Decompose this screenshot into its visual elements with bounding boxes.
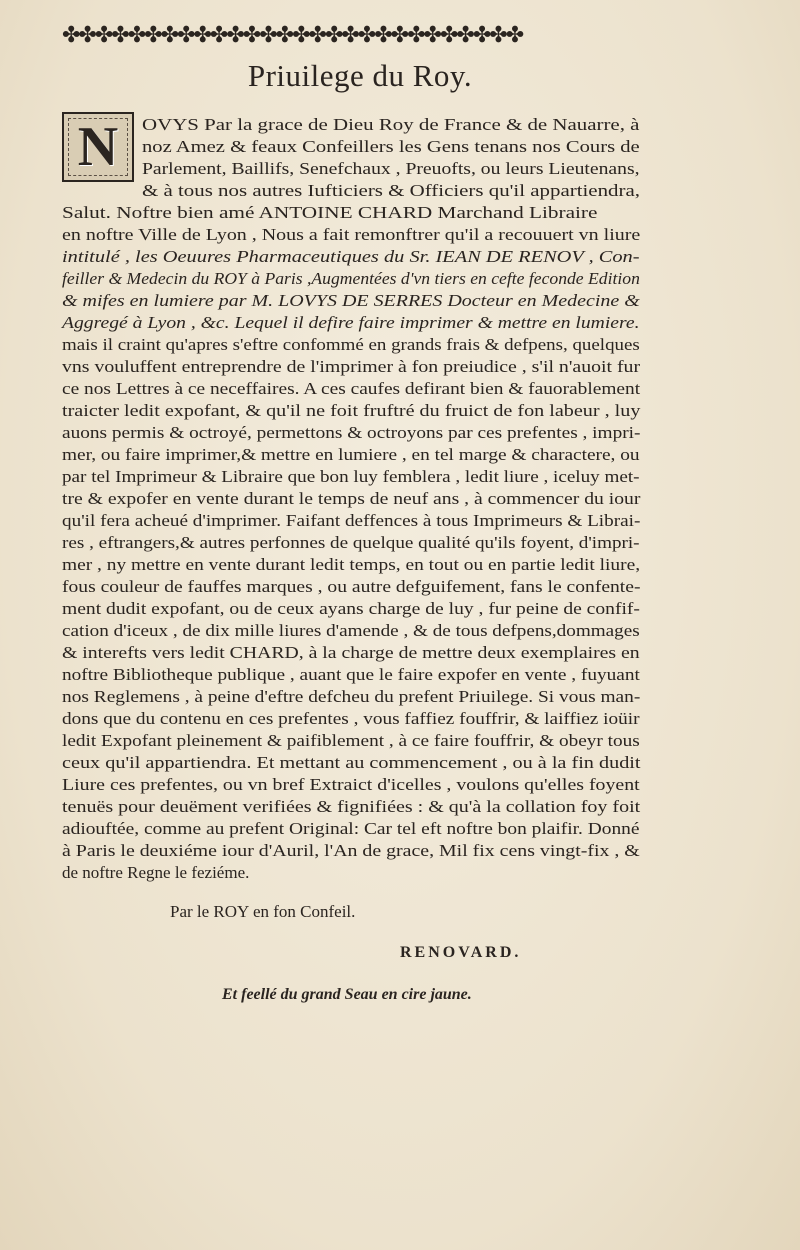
text-line: ce nos Lettres à ce neceffaires. A ces caufes defirant bien & fauorablement	[62, 379, 641, 398]
text-line: auons permis & octroyé, permettons & octroyons par ces prefentes , impri-	[62, 423, 641, 442]
text-line: dons que du contenu en ces prefentes , vous faffiez fouffrir, & laiffiez ioüir	[62, 709, 640, 728]
seal-line: Et feellé du grand Seau en cire jaune.	[222, 986, 472, 1003]
text-line: fous couleur de fauffes marques , ou autre defguifement, fans le confente-	[62, 577, 641, 596]
text-line: à Paris le deuxiéme iour d'Auril, l'An de grace, Mil fix cens vingt-fix , &	[62, 841, 640, 860]
text-line: ment dudit expofant, ou de ceux ayans charge de luy , fur peine de confif-	[62, 599, 640, 618]
text-line: mer , ny mettre en vente durant ledit temps, en tout ou en partie ledit liure,	[62, 555, 641, 574]
text-line: de noftre Regne le feziéme.	[62, 863, 250, 882]
text-line: ledit Expofant pleinement & paifiblement , à ce faire fouffrir, & obeyr tous	[62, 731, 640, 750]
text-line: mais il craint qu'apres s'eftre confommé en grands frais & defpens, quelques	[62, 335, 640, 354]
text-line: Liure ces prefentes, ou vn bref Extraict d'icelles , voulons qu'elles foyent	[62, 775, 640, 794]
signature-line: Par le ROY en fon Confeil.	[170, 902, 356, 921]
text-line: noz Amez & feaux Confeillers les Gens tenans nos Cours de	[142, 137, 640, 156]
text-line: vns vouluffent entreprendre de l'imprimer à fon preiudice , s'il n'auoit fur	[62, 357, 641, 376]
ornament-border: ✤✤✤✤✤✤✤✤✤✤✤✤✤✤✤✤✤✤✤✤✤✤✤✤✤✤✤✤	[62, 22, 523, 47]
page-title: Priuilege du Roy.	[247, 58, 473, 93]
text-line: cation d'iceux , de dix mille liures d'amende , & de tous defpens,dommages	[62, 621, 640, 640]
text-line: en noftre Ville de Lyon , Nous a fait remonftrer qu'il a recouuert vn liure	[62, 225, 641, 244]
text-line: & mifes en lumiere par M. LOVYS DE SERRES Docteur en Medecine &	[62, 291, 640, 310]
text-line: nos Reglemens , à peine d'eftre defcheu du prefent Priuilege. Si vous man-	[62, 687, 641, 706]
text-line: OVYS Par la grace de Dieu Roy de France & de Nauarre, à	[142, 115, 640, 134]
text-line: feiller & Medecin du ROY à Paris ,Augmentées d'vn tiers en cefte feconde Edition	[62, 269, 640, 288]
signer-name: RENOVARD.	[400, 944, 522, 961]
text-line: tre & expofer en vente durant le temps de neuf ans , à commencer du iour	[62, 489, 641, 508]
text-line: mer, ou faire imprimer,& mettre en lumiere , en tel marge & charactere, ou	[62, 445, 640, 464]
dropcap-initial	[62, 112, 134, 182]
text-line: res , eftrangers,& autres perfonnes de quelque qualité qu'ils foyent, d'impri-	[62, 533, 640, 552]
text-line: ceux qu'il appartiendra. Et mettant au commencement , ou à la fin dudit	[62, 753, 641, 772]
dropcap-letter: N	[77, 116, 119, 178]
text-line: & à tous nos autres Iufticiers & Officiers qu'il appartiendra,	[142, 181, 640, 200]
text-line: Parlement, Baillifs, Senefchaux , Preuofts, ou leurs Lieutenans,	[142, 159, 640, 178]
text-line: noftre Bibliotheque publique , auant que le faire expofer en vente , fuyuant	[62, 665, 640, 684]
text-line: par tel Imprimeur & Libraire que bon luy femblera , ledit liure , iceluy met-	[62, 467, 640, 486]
text-line: traicter ledit expofant, & qu'il ne foit fruftré du fruict de fon labeur , luy	[62, 401, 641, 420]
text-line: adiouftée, comme au prefent Original: Car tel eft noftre bon plaifir. Donné	[62, 819, 640, 838]
text-line: intitulé , les Oeuures Pharmaceutiques du Sr. IEAN DE RENOV , Con-	[62, 247, 640, 266]
text-line: & interefts vers ledit CHARD, à la charge de mettre deux exemplaires en	[62, 643, 640, 662]
text-line: tenuës pour deuëment verifiées & fignifiées : & qu'à la collation foy foit	[62, 797, 641, 816]
text-line: qu'il fera acheué d'imprimer. Faifant deffences à tous Imprimeurs & Librai-	[62, 511, 641, 530]
text-line: Aggregé à Lyon , &c. Lequel il defire faire imprimer & mettre en lumiere.	[62, 313, 640, 332]
text-line: Salut. Noftre bien amé ANTOINE CHARD Marchand Libraire	[62, 203, 598, 222]
